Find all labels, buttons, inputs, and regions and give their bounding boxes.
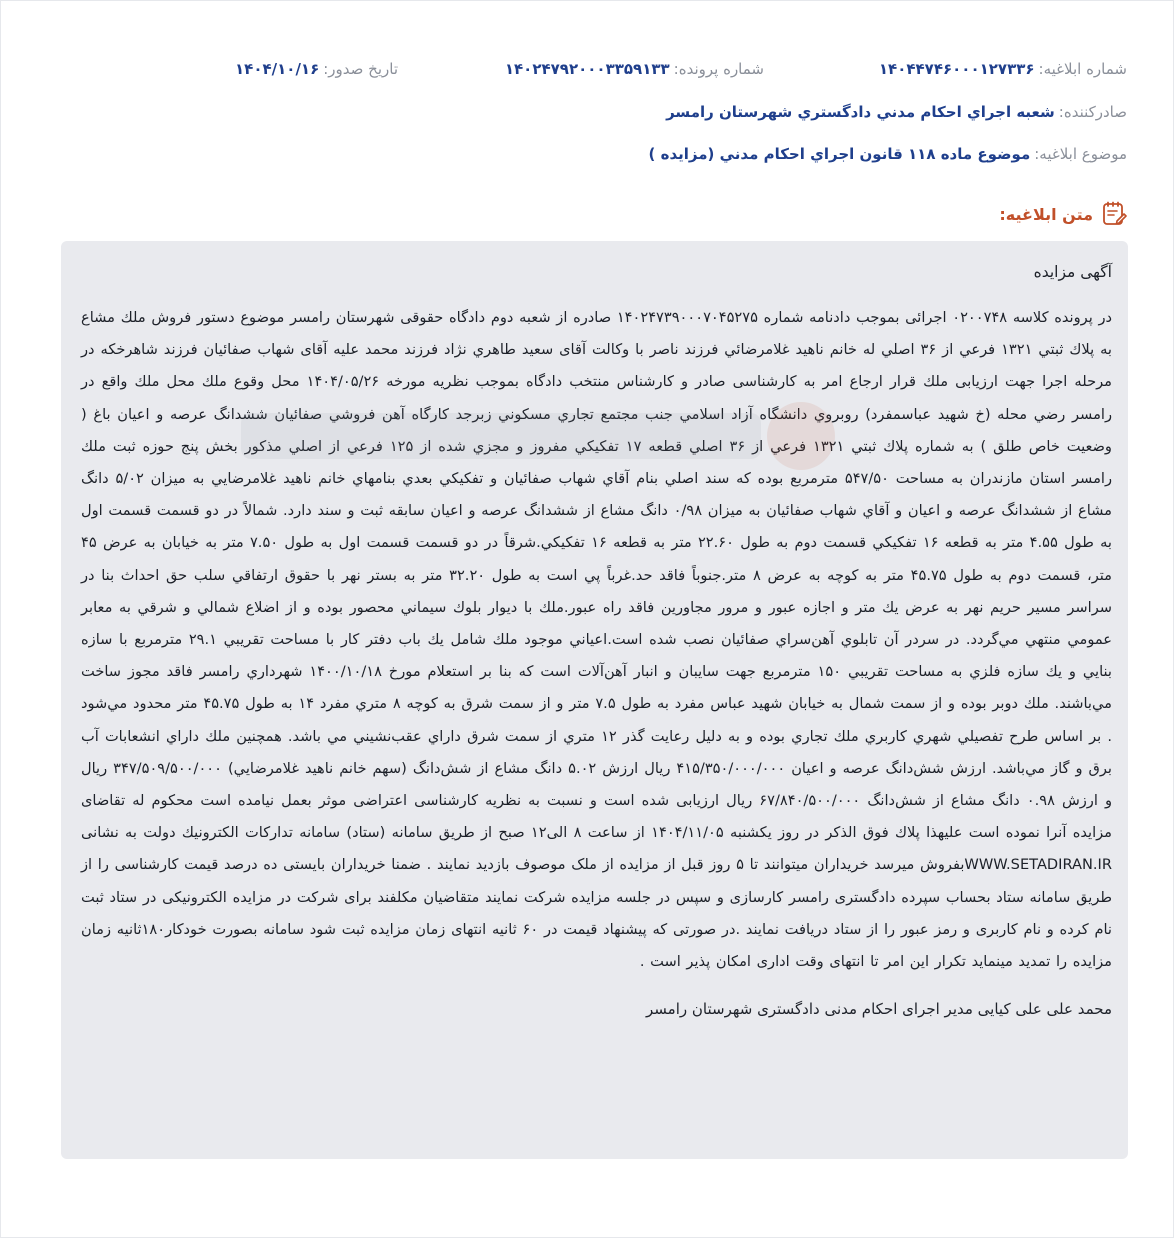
notice-heading: آگهی مزایده (1033, 263, 1112, 281)
meta-row-subject (47, 144, 1127, 164)
case-number: ۱۴۰۲۴۷۹۲۰۰۰۳۳۵۹۱۳۳ (504, 60, 670, 78)
notice-body-box (61, 241, 1128, 1159)
meta-row-issuer (47, 102, 1127, 122)
issue-date: ۱۴۰۴/۱۰/۱۶ (235, 60, 320, 78)
subject-label: موضوع ابلاغیه: (1034, 145, 1127, 163)
issuer-label: صادرکننده: (1058, 103, 1127, 121)
case-number-group (505, 59, 764, 79)
issuer: شعبه اجراي احكام مدني دادگستري شهرستان رامسر (666, 103, 1055, 121)
issue-date-group (235, 59, 398, 79)
notice-body-text: در پرونده كلاسه ۰۲۰۰۷۴۸ اجرائی بموجب دادنامه شماره ۱۴۰۲۴۷۳۹۰۰۰۷۰۴۵۲۷۵ صادره از شعبه دوم دادگاه حقوقی شهرستان رامسر موضوع دستور فروش ملك مشاع به پلاك ثبتي ۱۳۲۱ فرعي از ۳۶ اصلي له خانم ناهيد غلامرضائي فرزند ناصر با وكالت آقای سعيد طاهري نژاد فرزند محمد عليه آقای شهاب صفائيان فرزند شاهرخكه در مرحله اجرا جهت ارزيابی ملك قرار ارجاع امر به كارشناسی صادر و كارشناس منتخب دادگاه بموجب نظريه مورخه ۱۴۰۴/۰۵/۲۶ محل وقوع ملك محل ملك واقع در رامسر رضي محله (خ شهيد عباسمفرد) روبروي دانشگاه آزاد اسلامي جنب مجتمع تجاري مسكوني زبرجد كارگاه آهن فروشي صفائيان ششدانگ عرصه و اعيان باغ ( وضعيت خاص طلق ) به شماره پلاك ثبتي ۱۳۲۱ فرعي از ۳۶ اصلي قطعه ۱۷ تفكيكي مفروز و مجزي شده از ۱۲۵ فرعي از اصلي مذكور بخش پنج حوزه ثبت ملك رامسر استان مازندران به مساحت ۵۴۷/۵۰ مترمربع بوده كه سند اصلي بنام آقاي شهاب صفائيان و تفكيكي بعدي بنامهاي خانم ناهيد غلامرضايي به ميزان ۵/۰۲ دانگ مشاع از ششدانگ عرصه و اعيان و آقاي شهاب صفائيان به ميزان ۰/۹۸ دانگ مشاع از ششدانگ عرصه و اعيان سابقه ثبت و سند دارد. شمالاً در دو قسمت قسمت اول به طول ۴.۵۵ متر به قطعه ۱۶ تفكيكي قسمت دوم به طول ۲۲.۶۰ متر به قطعه ۱۶ تفكيكي.شرقاً در دو قسمت قسمت اول به طول ۷.۵۰ متر به خيابان به عرض ۴۵ متر، قسمت دوم به طول ۴۵.۷۵ متر به كوچه به عرض ۸ متر.جنوباً فاقد حد.غرباً پي است به طول ۳۲.۲۰ متر به بستر نهر با حقوق ارتفاقي سلب حق احداث بنا در سراسر مسير حريم نهر به عرض يك متر و اجازه عبور و مرور مجاورين فاقد راه عبور.ملك با ديوار بلوك سيماني محصور بوده و از اضلاع شمالي و شرقي به معابر عمومي منتهي مي‌گردد. در سردر آن تابلوي آهن‌سراي صفائيان نصب شده است.اعياني موجود ملك شامل يك باب دفتر كار با مساحت تقريبي ۲۹.۱ مترمربع با سازه بنايي و يك سازه فلزي به مساحت تقريبي ۱۵۰ مترمربع جهت سايبان و انبار آهن‌آلات است كه بنا بر استعلام مورخ ۱۴۰۰/۱۰/۱۸ شهرداري رامسر فاقد مجوز ساخت مي‌باشند. ملك دوبر بوده و از سمت شمال به خيابان شهيد عباس مفرد به طول ۷.۵ متر و از سمت شرق به كوچه ۸ متري مفرد ۱۴ به طول ۴۵.۷۵ متر محدود مي‌شود . بر اساس طرح تفصيلي شهري كاربري ملك تجاري بوده و به دليل رعايت گذر ۱۲ متري از سمت شرق داراي عقب‌نشيني مي باشد. همچنين ملك داراي انشعابات آب برق و گاز مي‌باشد. ارزش شش‌دانگ عرصه و اعيان ۴۱۵/۳۵۰/۰۰۰/۰۰۰ ريال ارزش ۵.۰۲ دانگ مشاع از شش‌دانگ (سهم خانم ناهيد غلامرضايي) ۳۴۷/۵۰۹/۵۰۰/۰۰۰ ريال و ارزش ۰.۹۸ دانگ مشاع از شش‌دانگ ۶۷/۸۴۰/۵۰۰/۰۰۰ ريال ارزيابی شده است و نسبت به نظريه كارشناسی اعتراضی موثر بعمل نيامده است محكوم له تقاضای مزايده آنرا نموده است عليهذا پلاك فوق الذكر در روز يكشنبه ۱۴۰۴/۱۱/۰۵ از ساعت ۸ الی۱۲ صبح از طريق سامانه (ستاد) سامانه تداركات الكترونيك دولت به نشانی WWW.SETADIRAN.IRبفروش ميرسد خريداران ميتوانند تا ۵ روز قبل از مزايده از ملک موصوف بازدید نمایند . ضمنا خريداران بايستی ده درصد قيمت كارشناسی را از طريق سامانه ستاد بحساب سپرده دادگستری رامسر كارسازی و سپس در جلسه مزايده شركت نمايند متقاضيان مكلفند برای شركت در مزايده الكترونيكی در ستاد ثبت نام كرده و نام كاربری و رمز عبور را از ستاد دريافت نمايند .در صورتی كه پيشنهاد قيمت در ۶۰ ثانيه انتهای زمان مزايده ثبت شود سامانه بصورت خودكار۱۸۰ثانيه زمان مزايده را تمديد مينمايد تكرار اين امر تا انتهای وقت اداری امكان پذير است . (81, 309, 1113, 971)
subject: موضوع ماده ۱۱۸ قانون اجراي احكام مدني (مزايده ) (648, 145, 1031, 163)
notice-number: ۱۴۰۴۴۷۴۶۰۰۰۱۲۷۳۳۶ (878, 60, 1035, 78)
notice-number-group (879, 59, 1127, 79)
notice-number-label: شماره ابلاغیه: (1038, 60, 1127, 78)
issue-date-label: تاریخ صدور: (323, 60, 398, 78)
case-number-label: شماره پرونده: (673, 60, 764, 78)
notice-text-header (999, 201, 1127, 227)
notice-text-title: متن ابلاغیه: (999, 204, 1093, 224)
meta-row-numbers (47, 59, 1127, 79)
document-note-icon (1101, 201, 1127, 227)
notice-signature: محمد علی علی كيايی مدير اجرای احكام مدنی دادگستری شهرستان رامسر (646, 1000, 1112, 1019)
